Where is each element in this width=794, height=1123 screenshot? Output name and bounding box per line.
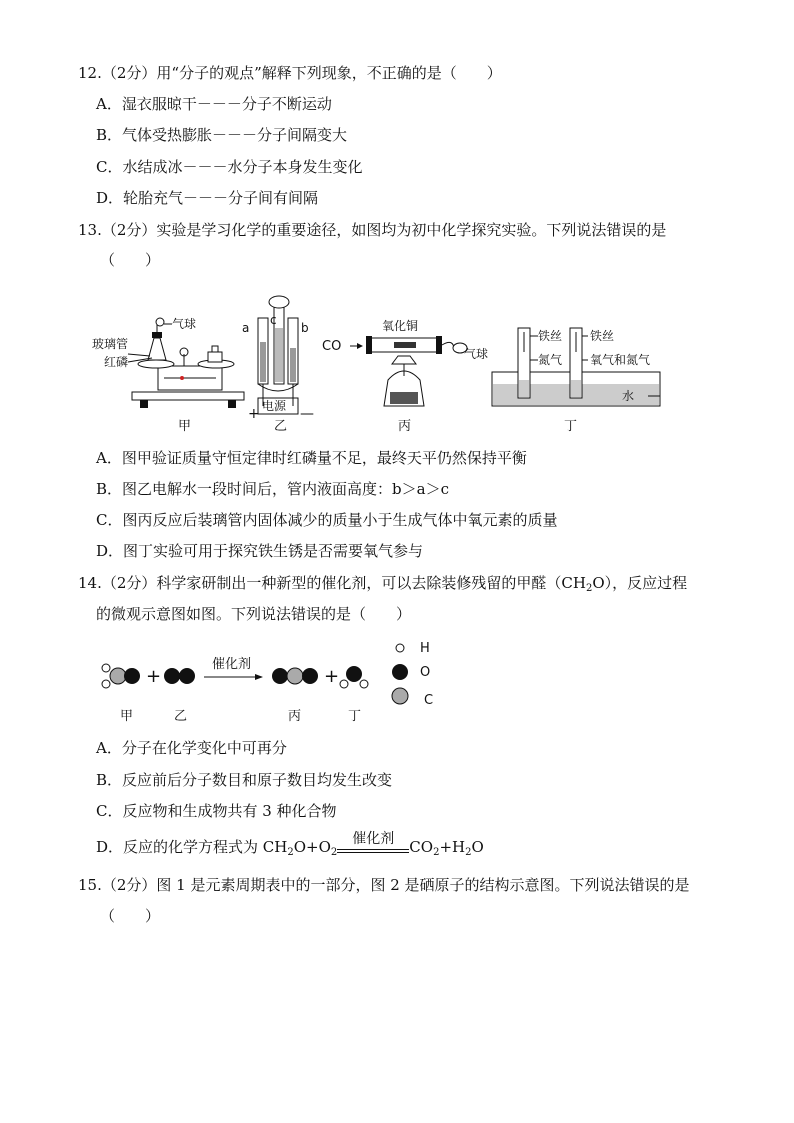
q14-stem-cont: 的微观示意图如图。下列说法错误的是（ ）: [96, 605, 412, 623]
q14-d-equation-sign: [337, 831, 409, 856]
q12-option-a: A．湿衣服晾干－－－分子不断运动: [96, 95, 332, 113]
figure-jia-balance: [128, 318, 244, 408]
q14-stem-post: O），反应过程: [592, 574, 688, 592]
label-bing-cuo: 氧化铜: [382, 319, 419, 333]
label-ding-o2n2: 氧气和氮气: [590, 353, 651, 367]
label-bing-co: CO: [322, 339, 342, 354]
legend: [392, 644, 408, 704]
caption-yi: 乙: [274, 419, 288, 434]
q12-option-d: D．轮胎充气－－－分子间有间隔: [96, 189, 319, 207]
label-ding-n2: 氮气: [538, 353, 563, 367]
caption-yi-14: 乙: [174, 709, 188, 724]
label-ding-iron-1: 铁丝: [538, 329, 563, 343]
q14-d-sub-1: 2: [287, 847, 294, 858]
catalyst-label: 催化剂: [212, 657, 252, 672]
label-yi-a: a: [242, 321, 250, 335]
q14-option-c: C．反应物和生成物共有 3 种化合物: [96, 802, 337, 820]
legend-c-icon: [392, 688, 408, 704]
q13-stem-cont: （ ）: [100, 251, 161, 269]
caption-bing: 丙: [398, 419, 412, 434]
q12-option-b: B．气体受热膨胀－－－分子间隔变大: [96, 126, 348, 144]
q14-option-a: A．分子在化学变化中可再分: [96, 739, 287, 757]
label-ding-water: 水: [622, 389, 635, 403]
q14-d-mid2: CO: [409, 838, 434, 856]
label-yi-minus: —: [300, 406, 314, 422]
label-yi-b: b: [301, 321, 309, 335]
q14-figure: [92, 636, 452, 726]
q14-d-sub-2: 2: [330, 847, 338, 858]
figure-ding-iron-rust: [492, 328, 660, 406]
label-yi-plus: +: [248, 406, 260, 422]
label-jia-tube: 玻璃管: [92, 337, 129, 351]
molecule-bing: [272, 668, 318, 684]
molecule-ding: [340, 666, 368, 688]
q13-option-d: D．图丁实验可用于探究铁生锈是否需要氧气参与: [96, 542, 424, 560]
q13-option-b: B．图乙电解水一段时间后，管内液面高度：b＞a＞c: [96, 480, 449, 498]
q14-d-end: O: [471, 838, 484, 856]
plus-sign-1: +: [146, 666, 162, 687]
q14-stem-sub: 2: [585, 583, 593, 594]
q14-stem-pre: 14.（2分）科学家研制出一种新型的催化剂，可以去除装修残留的甲醛（CH: [78, 574, 586, 592]
q14-d-sub-3: 2: [433, 847, 440, 858]
molecule-jia: [102, 664, 140, 688]
q13-stem: 13.（2分）实验是学习化学的重要途径，如图均为初中化学探究实验。下列说法错误的是: [78, 221, 667, 239]
caption-jia: 甲: [178, 419, 192, 434]
label-jia-balloon: 气球: [172, 317, 197, 331]
q15-stem: 15.（2分）图 1 是元素周期表中的一部分，图 2 是硒原子的结构示意图。下列说法错误的是: [78, 876, 690, 894]
legend-c-label: C: [424, 693, 434, 708]
label-yi-c: c: [270, 313, 277, 327]
q14-d-catalyst: 催化剂: [352, 831, 395, 847]
label-ding-iron-2: 铁丝: [590, 329, 615, 343]
caption-ding: 丁: [564, 419, 578, 434]
molecule-yi: [164, 668, 195, 684]
caption-bing-14: 丙: [288, 709, 302, 724]
figure-yi-electrolysis: [258, 296, 298, 414]
q14-d-mid1: O+O: [293, 838, 331, 856]
label-bing-balloon: 气球: [464, 347, 489, 361]
q14-d-mid3: +H: [439, 838, 466, 856]
legend-o-icon: [392, 664, 408, 680]
caption-ding-14: 丁: [348, 709, 362, 724]
q12-stem: 12.（2分）用“分子的观点”解释下列现象，不正确的是（ ）: [78, 64, 502, 82]
q14-d-sub-4: 2: [465, 847, 472, 858]
q15-stem-cont: （ ）: [100, 907, 161, 925]
q14-option-d: [96, 831, 484, 858]
q14-d-prefix: D．反应的化学方程式为 CH: [96, 838, 288, 856]
q12-option-c: C．水结成冰－－－水分子本身发生变化: [96, 158, 363, 176]
plus-sign-2: +: [324, 666, 340, 687]
legend-h-icon: [396, 644, 404, 652]
caption-jia-14: 甲: [120, 709, 134, 724]
figure-bing-co-reduction: [350, 336, 467, 406]
q14-option-b: B．反应前后分子数目和原子数目均发生改变: [96, 771, 393, 789]
q13-option-c: C．图丙反应后装璃管内固体减少的质量小于生成气体中氧元素的质量: [96, 511, 558, 529]
q13-figure: [92, 282, 672, 442]
q14-stem: [78, 572, 728, 594]
q13-option-a: A．图甲验证质量守恒定律时红磷量不足，最终天平仍然保持平衡: [96, 449, 527, 467]
legend-o-label: O: [420, 665, 431, 680]
label-yi-power: 电源: [262, 399, 287, 413]
label-jia-phosphorus: 红磷: [104, 355, 129, 369]
legend-h-label: H: [420, 641, 430, 656]
